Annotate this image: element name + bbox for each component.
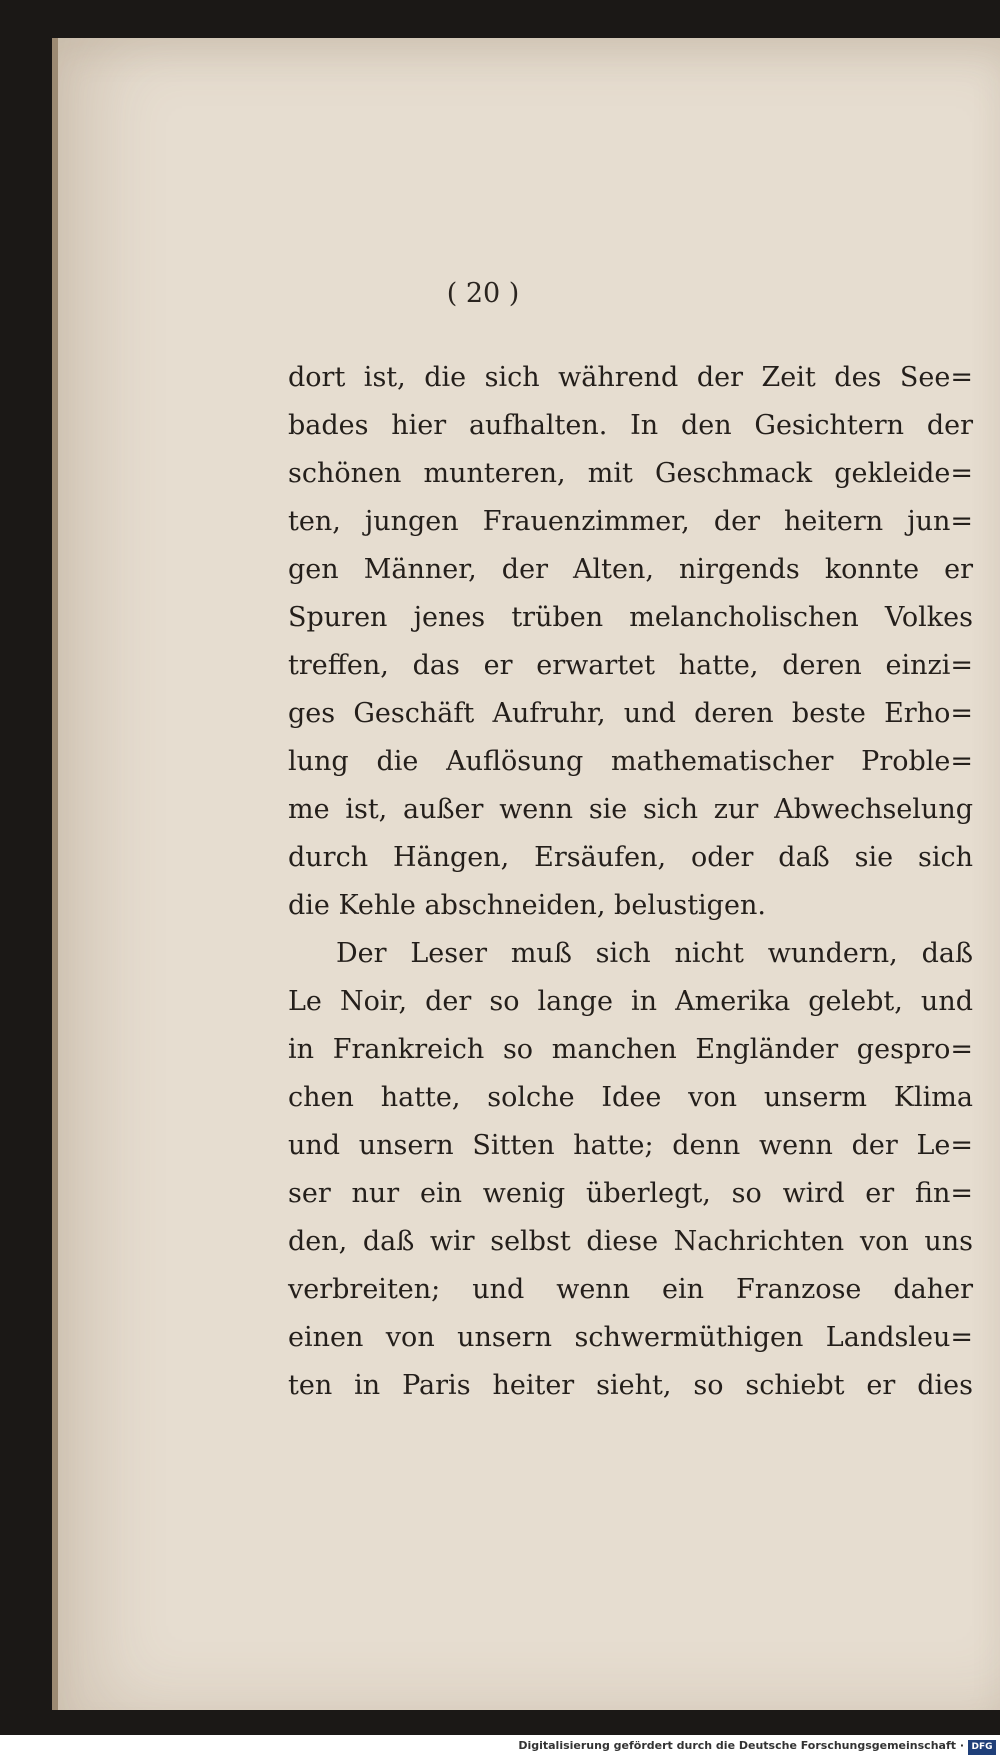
text-line: lung die Auflösung mathematischer Proble=: [288, 746, 973, 777]
paragraph-end-line: die Kehle abschneiden, belustigen.: [288, 890, 766, 921]
footer-bar: [0, 1735, 1000, 1761]
text-line: chen hatte, solche Idee von unserm Klima: [288, 1082, 973, 1113]
text-line: Le Noir, der so lange in Amerika gelebt, und: [288, 986, 973, 1017]
text-line: Spuren jenes trüben melancholischen Volkes: [288, 602, 973, 633]
text-line: schönen munteren, mit Geschmack gekleide=: [288, 458, 973, 489]
text-line: verbreiten; und wenn ein Franzose daher: [288, 1274, 973, 1305]
text-line: dort ist, die sich während der Zeit des See=: [288, 362, 973, 393]
text-line: und unsern Sitten hatte; denn wenn der Le=: [288, 1130, 973, 1161]
text-line: den, daß wir selbst diese Nachrichten von uns: [288, 1226, 973, 1257]
footer-credit: Digitalisierung gefördert durch die Deutsche Forschungsgemeinschaft ·: [518, 1739, 964, 1752]
text-line: bades hier aufhalten. In den Gesichtern der: [288, 410, 973, 441]
text-line: in Frankreich so manchen Engländer gespro=: [288, 1034, 973, 1065]
text-line: ges Geschäft Aufruhr, und deren beste Erho=: [288, 698, 973, 729]
text-block: [288, 354, 973, 1410]
text-line: einen von unsern schwermüthigen Landsleu=: [288, 1322, 973, 1353]
page-number: ( 20 ): [446, 278, 520, 309]
text-line: me ist, außer wenn sie sich zur Abwechselung: [288, 794, 973, 825]
dfg-logo-icon: DFG: [968, 1740, 996, 1755]
text-line: ten, jungen Frauenzimmer, der heitern jun=: [288, 506, 973, 537]
text-line: treffen, das er erwartet hatte, deren einzi=: [288, 650, 973, 681]
paragraph-start-line: Der Leser muß sich nicht wundern, daß: [336, 938, 973, 969]
text-line: ten in Paris heiter sieht, so schiebt er dies: [288, 1370, 973, 1401]
text-line: ser nur ein wenig überlegt, so wird er fin=: [288, 1178, 973, 1209]
text-line: gen Männer, der Alten, nirgends konnte er: [288, 554, 973, 585]
book-page: [52, 38, 1000, 1710]
text-line: durch Hängen, Ersäufen, oder daß sie sich: [288, 842, 973, 873]
